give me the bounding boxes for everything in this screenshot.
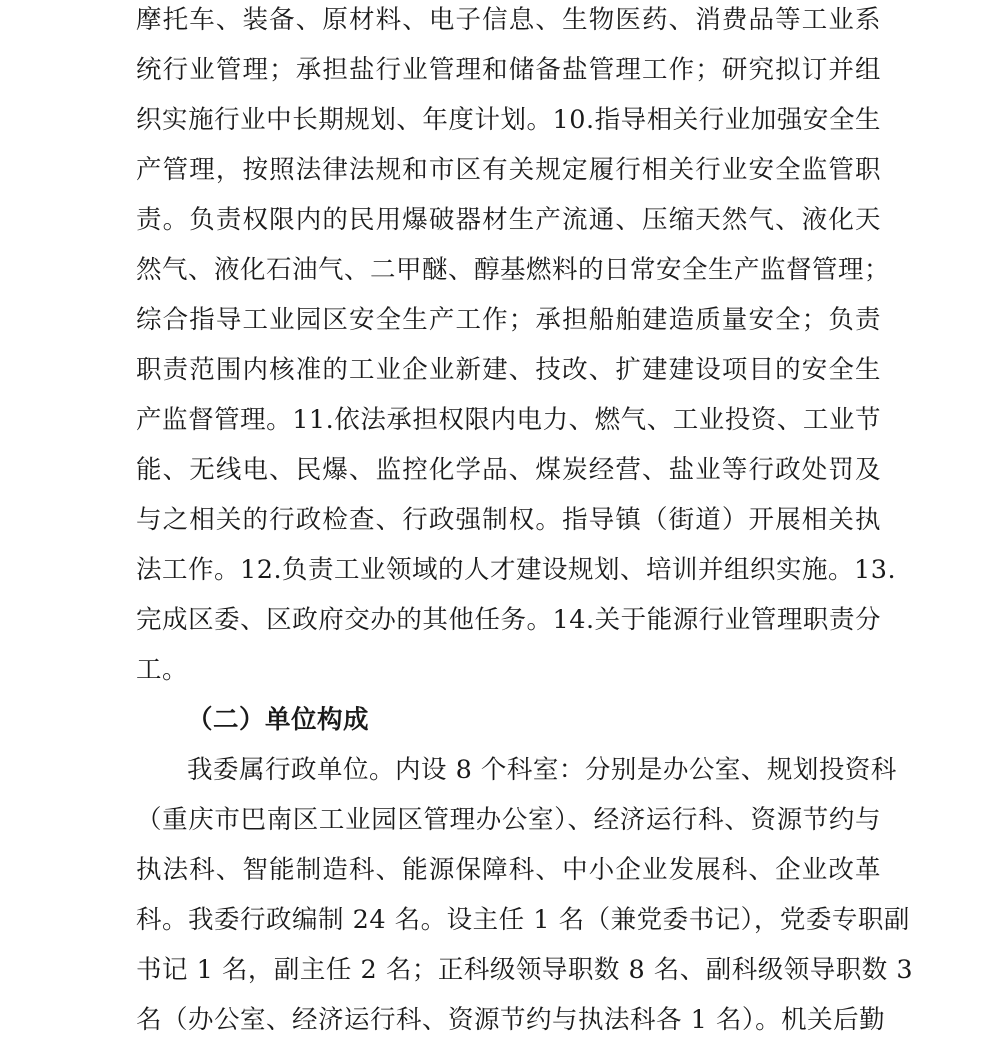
text-line: 综合指导工业园区安全生产工作；承担船舶建造质量安全；负责 xyxy=(136,305,881,335)
section-heading: （二）单位构成 xyxy=(187,705,370,735)
text-line: 完成区委、区政府交办的其他任务。14.关于能源行业管理职责分 xyxy=(136,605,881,635)
text-line: 名（办公室、经济运行科、资源节约与执法科各 1 名）。机关后勤 xyxy=(136,1005,886,1035)
text-line: 产管理，按照法律法规和市区有关规定履行相关行业安全监管职 xyxy=(136,155,881,185)
text-line: 科。我委行政编制 24 名。设主任 1 名（兼党委书记），党委专职副 xyxy=(136,905,910,935)
text-line: 织实施行业中长期规划、年度计划。10.指导相关行业加强安全生 xyxy=(136,105,881,135)
text-line: 书记 1 名，副主任 2 名；正科级领导职数 8 名、副科级领导职数 3 xyxy=(136,955,914,985)
text-line: 责。负责权限内的民用爆破器材生产流通、压缩天然气、液化天 xyxy=(136,205,881,235)
text-line: 摩托车、装备、原材料、电子信息、生物医药、消费品等工业系 xyxy=(136,5,881,35)
text-line: 产监督管理。11.依法承担权限内电力、燃气、工业投资、工业节 xyxy=(136,405,881,435)
text-line: 与之相关的行政检查、行政强制权。指导镇（街道）开展相关执 xyxy=(136,505,881,535)
text-line: 然气、液化石油气、二甲醚、醇基燃料的日常安全生产监督管理； xyxy=(136,255,891,285)
text-line: 职责范围内核准的工业企业新建、技改、扩建建设项目的安全生 xyxy=(136,355,881,385)
text-line: 法工作。12.负责工业领域的人才建设规划、培训并组织实施。13. xyxy=(136,555,897,585)
text-line: （重庆市巴南区工业园区管理办公室）、经济运行科、资源节约与 xyxy=(136,805,881,835)
text-line: 能、无线电、民爆、监控化学品、煤炭经营、盐业等行政处罚及 xyxy=(136,455,881,485)
text-line: 统行业管理；承担盐行业管理和储备盐管理工作；研究拟订并组 xyxy=(136,55,881,85)
text-line: 工。 xyxy=(136,655,189,685)
text-line: 执法科、智能制造科、能源保障科、中小企业发展科、企业改革 xyxy=(136,855,881,885)
text-line: 我委属行政单位。内设 8 个科室：分别是办公室、规划投资科 xyxy=(187,755,897,785)
